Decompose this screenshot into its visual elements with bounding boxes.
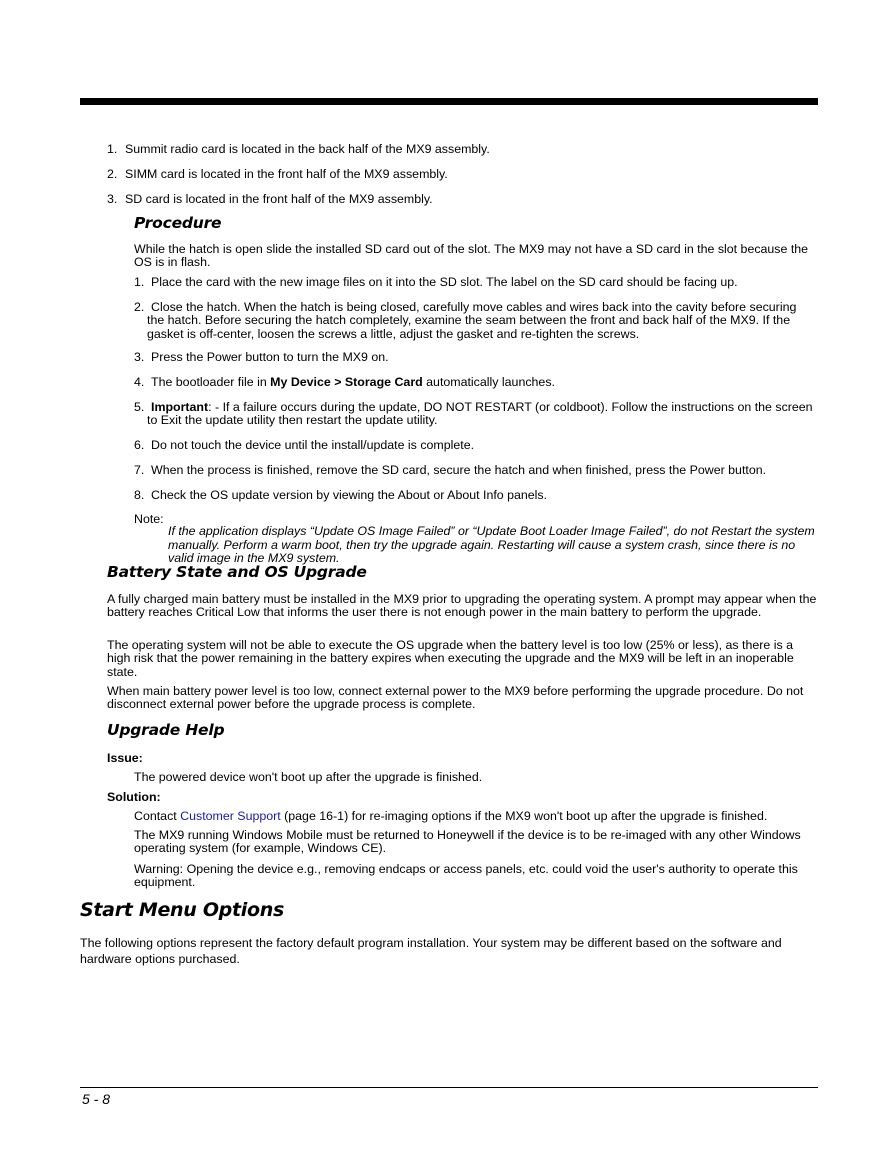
procedure-heading: Procedure [134, 214, 222, 232]
battery-heading: Battery State and OS Upgrade [107, 563, 367, 581]
list-item: SIMM card is located in the front half of the MX9 assembly. [125, 167, 448, 181]
step-number: 7. [134, 463, 145, 477]
step-number: 8. [134, 488, 145, 502]
issue-text: The powered device won't boot up after the upgrade is finished. [134, 770, 483, 784]
procedure-intro: While the hatch is open slide the installed SD card out of the slot. The MX9 may not have a SD card in the slot because the OS is in flash. [134, 242, 809, 270]
list-number: 2. [107, 167, 118, 181]
page-number: 5 - 8 [82, 1091, 111, 1107]
step-text [147, 401, 816, 428]
warning-text: Warning: Opening the device e.g., removing endcaps or access panels, etc. could void the user's authority to operate this equipment. [134, 862, 798, 890]
solution-label: Solution: [107, 790, 161, 804]
battery-paragraph: When main battery power level is too low, connect external power to the MX9 before performing the upgrade procedure. Do not disconnect external power before the upgrade process is complete. [107, 684, 804, 712]
note-label: Note: [134, 512, 164, 526]
list-item: Summit radio card is located in the back half of the MX9 assembly. [125, 142, 490, 156]
battery-paragraph: The operating system will not be able to execute the OS upgrade when the battery level is too low (25% or less), as there is a high risk that the power remaining in the battery expires when executing the upgrade and the MX9 will be left in an inoperable state. [107, 638, 794, 679]
step-text-post: automatically launches. [422, 375, 555, 389]
help-heading: Upgrade Help [107, 721, 225, 739]
step-number: 5. [134, 400, 145, 414]
step-text: Do not touch the device until the install/update is complete. [151, 438, 475, 452]
customer-support-link[interactable]: Customer Support [180, 809, 281, 823]
solution-text [134, 810, 816, 823]
step-text: Close the hatch. When the hatch is being closed, carefully move cables and wires back into the cavity before securing the hatch. Before securing the hatch completely, examine the seam between the front and back half of the MX9. If the gasket is off-center, loosen the screws a little, adjust the gasket and re-tighten the screws. [147, 300, 797, 341]
step-text: Place the card with the new image files on it into the SD slot. The label on the SD card should be facing up. [151, 275, 738, 289]
step-text-bold: Important [151, 400, 209, 414]
start-menu-heading: Start Menu Options [80, 899, 284, 921]
step-number: 2. [134, 300, 145, 314]
note-text: If the application displays “Update OS Image Failed” or “Update Boot Loader Image Failed”, do not Restart the system manually. Perform a warm boot, then try the upgrade again. Restarting will cause a system crash, since there is no valid image in the MX9 system. [168, 524, 815, 566]
step-number: 4. [134, 375, 145, 389]
step-text: Check the OS update version by viewing the About or About Info panels. [151, 488, 548, 502]
step-number: 3. [134, 350, 145, 364]
top-rule [80, 98, 818, 105]
windows-paragraph: The MX9 running Windows Mobile must be returned to Honeywell if the device is to be re-imaged with any other Windows operating system (for example, Windows CE). [134, 828, 801, 856]
step-text [151, 376, 816, 389]
footer-rule [80, 1087, 818, 1088]
solution-post: (page 16-1) for re-imaging options if the MX9 won't boot up after the upgrade is finished. [280, 809, 768, 823]
step-text-post: : - If a failure occurs during the update, DO NOT RESTART (or coldboot). Follow the instructions on the screen to Exit the update utility then restart the update utility. [147, 400, 813, 428]
start-menu-text: The following options represent the factory default program installation. Your system may be different based on the software and hardware options purchased. [80, 936, 782, 966]
step-number: 6. [134, 438, 145, 452]
battery-paragraph: A fully charged main battery must be installed in the MX9 prior to upgrading the operating system. A prompt may appear when the battery reaches Critical Low that informs the user there is not enough power in the main battery to perform the upgrade. [107, 592, 817, 620]
step-text: When the process is finished, remove the SD card, secure the hatch and when finished, press the Power button. [151, 463, 767, 477]
list-item: SD card is located in the front half of the MX9 assembly. [125, 192, 433, 206]
list-number: 1. [107, 142, 118, 156]
list-number: 3. [107, 192, 118, 206]
step-number: 1. [134, 275, 145, 289]
issue-label: Issue: [107, 751, 143, 765]
solution-pre: Contact [134, 809, 181, 823]
step-text-pre: The bootloader file in [151, 375, 271, 389]
step-text: Press the Power button to turn the MX9 on. [151, 350, 389, 364]
step-text-bold: My Device > Storage Card [270, 375, 423, 389]
